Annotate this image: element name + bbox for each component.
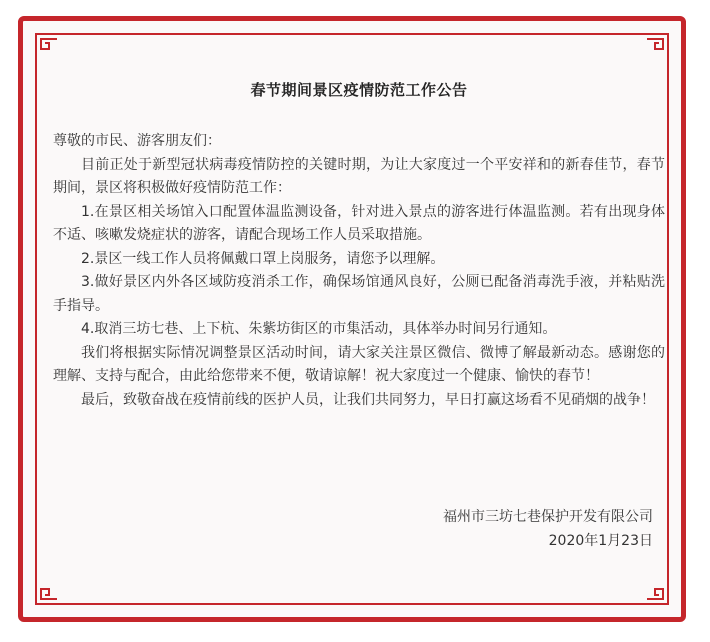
paragraph-item-1: 1.在景区相关场馆入口配置体温监测设备，针对进入景点的游客进行体温监测。若有出现身体不适、咳嗽发烧症状的游客，请配合现场工作人员采取措施。 — [53, 203, 665, 243]
paragraph-intro: 目前正处于新型冠状病毒疫情防控的关键时期，为让大家度过一个平安祥和的新春佳节，春节期间，景区将积极做好疫情防范工作： — [53, 156, 665, 196]
notice-title: 春节期间景区疫情防范工作公告 — [250, 81, 468, 99]
signature-date: 2020年1月23日 — [548, 533, 653, 549]
paragraph-item-4: 4.取消三坊七巷、上下杭、朱紫坊街区的市集活动，具体举办时间另行通知。 — [81, 321, 557, 337]
inner-border-left — [35, 55, 37, 583]
paragraph-item-3: 3.做好景区内外各区域防疫消杀工作，确保场馆通风良好，公厕已配备消毒洗手液，并粘贴洗手指导。 — [53, 274, 665, 314]
corner-ornament-bottom-left — [35, 583, 57, 605]
corner-ornament-top-right — [647, 33, 669, 55]
inner-border-bottom — [57, 603, 647, 605]
paragraph-item-2: 2.景区一线工作人员将佩戴口罩上岗服务，请您予以理解。 — [81, 250, 445, 267]
notice-body — [53, 79, 665, 412]
inner-border-top — [57, 33, 647, 35]
paragraph-adjustment: 我们将根据实际情况调整景区活动时间，请大家关注景区微信、微博了解最新动态。感谢您的理解、支持与配合，由此给您带来不便，敬请谅解！祝大家度过一个健康、愉快的春节！ — [53, 344, 665, 384]
paragraph-closing: 最后，致敬奋战在疫情前线的医护人员，让我们共同努力，早日打赢这场看不见硝烟的战争！ — [81, 391, 655, 408]
signature-org: 福州市三坊七巷保护开发有限公司 — [443, 509, 653, 525]
corner-ornament-bottom-right — [647, 583, 669, 605]
signature-block — [443, 505, 653, 553]
notice-frame — [18, 16, 686, 622]
greeting: 尊敬的市民、游客朋友们： — [53, 133, 221, 149]
inner-border-right — [667, 55, 669, 583]
corner-ornament-top-left — [35, 33, 57, 55]
